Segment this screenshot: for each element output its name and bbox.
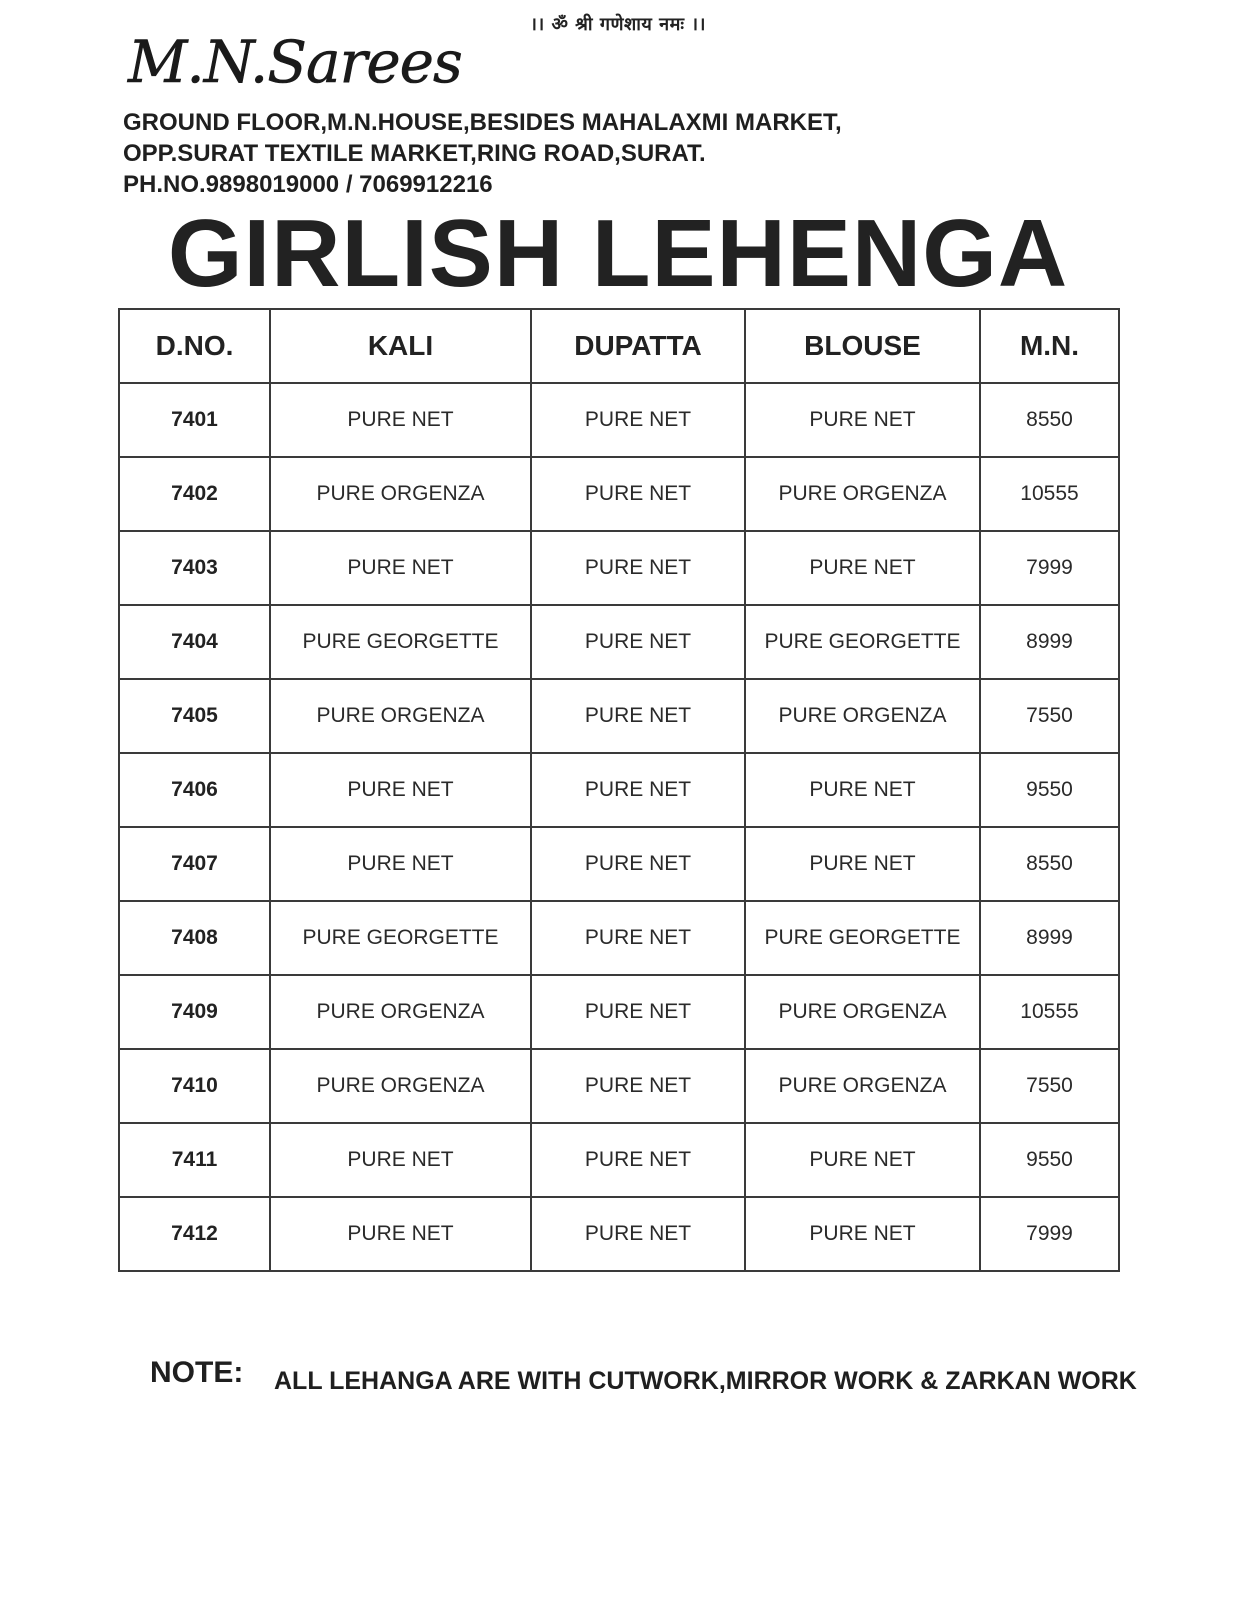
cell-dno: 7401 bbox=[119, 383, 270, 457]
cell-price: 8550 bbox=[980, 383, 1119, 457]
cell-dupatta: PURE NET bbox=[531, 1049, 745, 1123]
cell-dno: 7412 bbox=[119, 1197, 270, 1271]
cell-dupatta: PURE NET bbox=[531, 1197, 745, 1271]
cell-kali: PURE NET bbox=[270, 1197, 531, 1271]
cell-blouse: PURE NET bbox=[745, 383, 980, 457]
cell-kali: PURE NET bbox=[270, 827, 531, 901]
cell-blouse: PURE ORGENZA bbox=[745, 457, 980, 531]
cell-dupatta: PURE NET bbox=[531, 975, 745, 1049]
catalog-title: GIRLISH LEHENGA bbox=[167, 200, 1069, 307]
cell-price: 8550 bbox=[980, 827, 1119, 901]
cell-kali: PURE NET bbox=[270, 383, 531, 457]
cell-price: 10555 bbox=[980, 975, 1119, 1049]
cell-kali: PURE ORGENZA bbox=[270, 679, 531, 753]
cell-dupatta: PURE NET bbox=[531, 753, 745, 827]
cell-dno: 7407 bbox=[119, 827, 270, 901]
table-row bbox=[119, 383, 1119, 457]
cell-dupatta: PURE NET bbox=[531, 383, 745, 457]
cell-blouse: PURE GEORGETTE bbox=[745, 605, 980, 679]
table-row bbox=[119, 975, 1119, 1049]
table-row bbox=[119, 605, 1119, 679]
cell-dupatta: PURE NET bbox=[531, 827, 745, 901]
cell-dupatta: PURE NET bbox=[531, 457, 745, 531]
cell-dupatta: PURE NET bbox=[531, 531, 745, 605]
table-row bbox=[119, 753, 1119, 827]
cell-dupatta: PURE NET bbox=[531, 605, 745, 679]
cell-blouse: PURE NET bbox=[745, 531, 980, 605]
cell-blouse: PURE NET bbox=[745, 753, 980, 827]
cell-dupatta: PURE NET bbox=[531, 679, 745, 753]
phone-numbers: PH.NO.9898019000 / 7069912216 bbox=[123, 171, 493, 198]
table-row bbox=[119, 1049, 1119, 1123]
cell-price: 8999 bbox=[980, 901, 1119, 975]
column-header-kali: KALI bbox=[270, 309, 531, 383]
cell-blouse: PURE ORGENZA bbox=[745, 679, 980, 753]
cell-price: 9550 bbox=[980, 753, 1119, 827]
cell-price: 7550 bbox=[980, 679, 1119, 753]
cell-kali: PURE ORGENZA bbox=[270, 1049, 531, 1123]
cell-kali: PURE GEORGETTE bbox=[270, 901, 531, 975]
cell-kali: PURE GEORGETTE bbox=[270, 605, 531, 679]
address-line-1: GROUND FLOOR,M.N.HOUSE,BESIDES MAHALAXMI MARKET, bbox=[123, 109, 842, 136]
invocation-text: ।। ॐ श्री गणेशाय नमः ।। bbox=[530, 14, 706, 35]
cell-blouse: PURE ORGENZA bbox=[745, 1049, 980, 1123]
catalog-table bbox=[118, 308, 1120, 1272]
column-header-dupatta: DUPATTA bbox=[531, 309, 745, 383]
cell-dno: 7404 bbox=[119, 605, 270, 679]
cell-blouse: PURE NET bbox=[745, 1197, 980, 1271]
note-text: ALL LEHANGA ARE WITH CUTWORK,MIRROR WORK & ZARKAN WORK bbox=[274, 1367, 1137, 1395]
cell-kali: PURE NET bbox=[270, 753, 531, 827]
cell-dupatta: PURE NET bbox=[531, 901, 745, 975]
cell-price: 9550 bbox=[980, 1123, 1119, 1197]
table-row bbox=[119, 679, 1119, 753]
table-header-row bbox=[119, 309, 1119, 383]
cell-blouse: PURE ORGENZA bbox=[745, 975, 980, 1049]
cell-kali: PURE ORGENZA bbox=[270, 975, 531, 1049]
cell-price: 7999 bbox=[980, 1197, 1119, 1271]
table-row bbox=[119, 901, 1119, 975]
cell-kali: PURE ORGENZA bbox=[270, 457, 531, 531]
column-header-price: M.N. bbox=[980, 309, 1119, 383]
table-row bbox=[119, 1123, 1119, 1197]
cell-dno: 7402 bbox=[119, 457, 270, 531]
cell-dupatta: PURE NET bbox=[531, 1123, 745, 1197]
cell-dno: 7411 bbox=[119, 1123, 270, 1197]
column-header-dno: D.NO. bbox=[119, 309, 270, 383]
cell-kali: PURE NET bbox=[270, 1123, 531, 1197]
table-row bbox=[119, 531, 1119, 605]
cell-kali: PURE NET bbox=[270, 531, 531, 605]
cell-price: 7550 bbox=[980, 1049, 1119, 1123]
column-header-blouse: BLOUSE bbox=[745, 309, 980, 383]
cell-dno: 7403 bbox=[119, 531, 270, 605]
table-body bbox=[119, 383, 1119, 1271]
address-line-2: OPP.SURAT TEXTILE MARKET,RING ROAD,SURAT. bbox=[123, 140, 706, 167]
table-row bbox=[119, 1197, 1119, 1271]
cell-dno: 7409 bbox=[119, 975, 270, 1049]
brand-logo: M.N.Sarees bbox=[128, 28, 462, 96]
cell-blouse: PURE GEORGETTE bbox=[745, 901, 980, 975]
cell-price: 7999 bbox=[980, 531, 1119, 605]
cell-dno: 7408 bbox=[119, 901, 270, 975]
cell-dno: 7405 bbox=[119, 679, 270, 753]
table-row bbox=[119, 827, 1119, 901]
table-row bbox=[119, 457, 1119, 531]
cell-blouse: PURE NET bbox=[745, 1123, 980, 1197]
cell-price: 8999 bbox=[980, 605, 1119, 679]
note-label: NOTE: bbox=[150, 1356, 244, 1389]
cell-blouse: PURE NET bbox=[745, 827, 980, 901]
cell-price: 10555 bbox=[980, 457, 1119, 531]
cell-dno: 7406 bbox=[119, 753, 270, 827]
cell-dno: 7410 bbox=[119, 1049, 270, 1123]
